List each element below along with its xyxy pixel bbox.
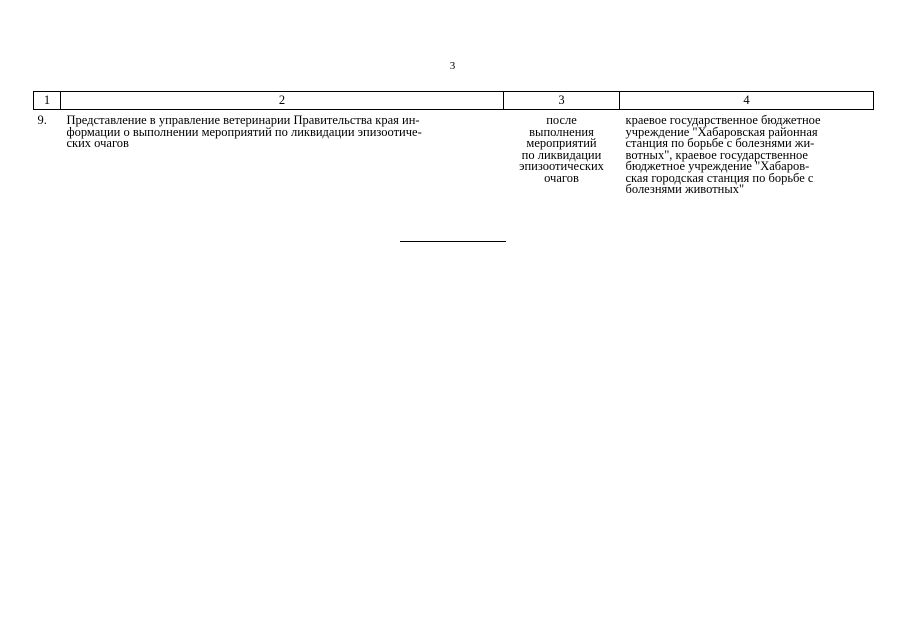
- column-header-1: 1: [34, 92, 61, 110]
- row-number: 9.: [37, 113, 47, 127]
- column-header-2: 2: [61, 92, 504, 110]
- column-header-3: 3: [504, 92, 620, 110]
- end-of-document-rule: [400, 241, 506, 242]
- measure-description: Представление в управление ветеринарии Правительства края ин- формации о выполнении мероприятий по ликвидации эпизоотиче- ских очагов: [66, 113, 422, 150]
- column-header-4: 4: [620, 92, 874, 110]
- measure-deadline: после выполнения мероприятий по ликвидации эпизоотических очагов: [519, 113, 604, 185]
- table-header-row: [34, 92, 874, 110]
- page-number: 3: [449, 60, 456, 72]
- measure-responsible: краевое государственное бюджетное учреждение "Хабаровская районная станция по борьбе с болезнями жи- вотных", краевое государственное бюджетное учреждение "Хабаров- ская городская станция по борьбе с болезнями животных": [625, 113, 821, 196]
- table-row: [34, 110, 874, 197]
- measures-table: [33, 91, 874, 197]
